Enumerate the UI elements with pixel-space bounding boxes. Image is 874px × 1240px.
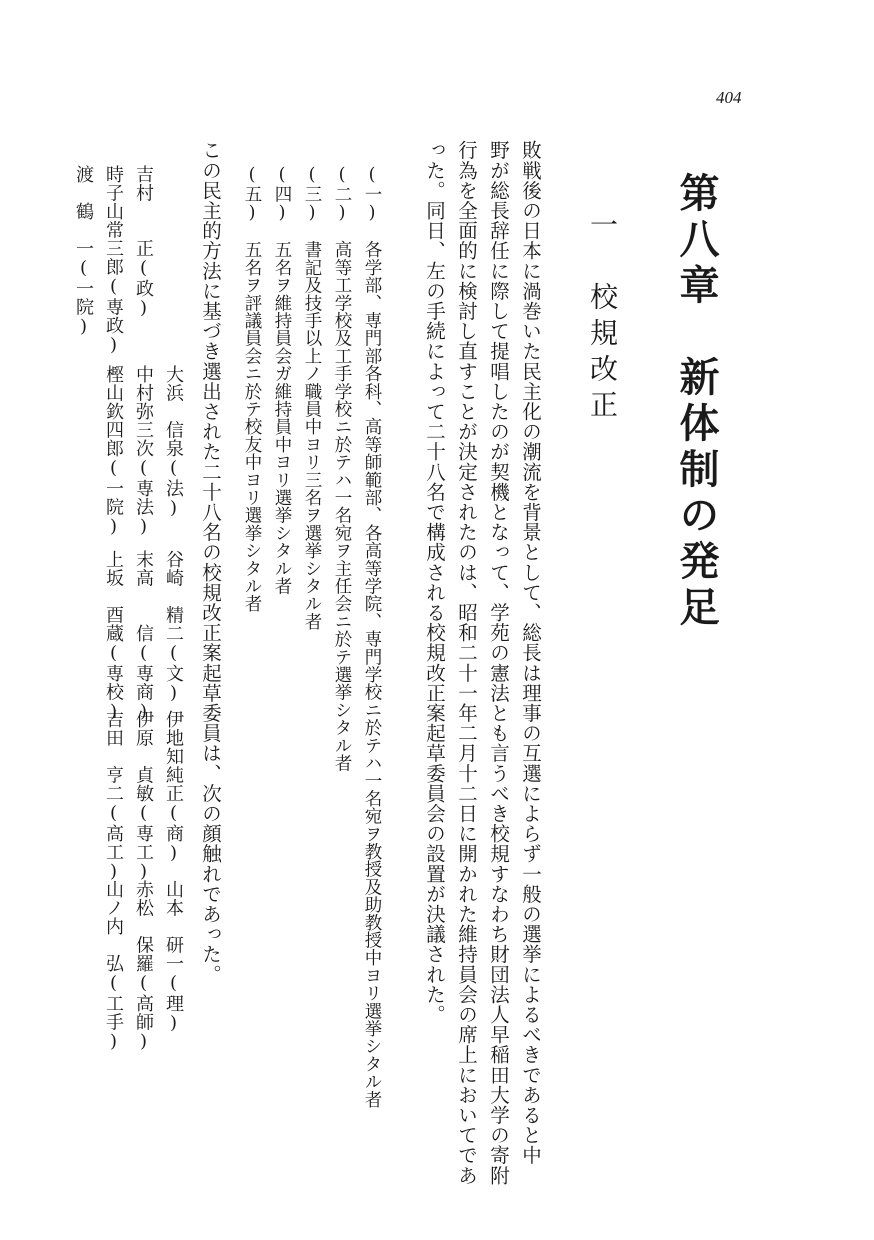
procedure-item: (五) 五名ヲ評議員会ニ於テ校友中ヨリ選挙シタル者 bbox=[242, 165, 262, 613]
member-name: 赤松 保羅(高師) bbox=[133, 880, 154, 1053]
member-name: 吉村 正(政) bbox=[133, 165, 154, 319]
paragraph-line: 敗戦後の日本に渦巻いた民主化の潮流を背景として、総長は理事の互選によらず一般の選挙によるべきであると中 bbox=[519, 140, 542, 1166]
member-name: 伊原 貞敏(専工) bbox=[133, 710, 154, 883]
member-name: 大浜 信泉(法) bbox=[163, 365, 184, 519]
member-name: 渡 鶴 一(一院) bbox=[73, 165, 94, 338]
procedure-item: (一) 各学部、専門部各科、高等師範部、各高等学院、専門学校ニ於テハ一名宛ヲ教授及助教授中ヨリ選挙シタル者 bbox=[362, 165, 382, 1109]
member-name: 吉田 亨二(高工) bbox=[103, 710, 124, 883]
summary-line: この民主的方法に基づき選出された二十八名の校規改正案起草委員は、次の顔触れであった。 bbox=[199, 140, 222, 985]
chapter-title: 第八章 新体制の発足 bbox=[673, 172, 720, 632]
procedure-item: (四) 五名ヲ維持員会ガ維持員中ヨリ選挙シタル者 bbox=[272, 165, 292, 595]
procedure-item: (二) 高等工学校及工手学校ニ於テハ一名宛ヲ主任会ニ於テ選挙シタル者 bbox=[332, 165, 352, 772]
section-title: 一 校規改正 bbox=[586, 210, 619, 426]
paragraph-line: 行為を全面的に検討し直すことが決定されたのは、昭和二十一年二月十二日に開かれた維持員会の席上においてであ bbox=[455, 140, 478, 1186]
page-number: 404 bbox=[716, 88, 742, 107]
member-name: 谷崎 精二(文) bbox=[163, 550, 184, 704]
member-name: 山ノ内 弘(工手) bbox=[103, 880, 124, 1053]
member-name: 中村弥三次(専法) bbox=[133, 365, 154, 538]
paragraph-line: 野が総長辞任に際して提唱したのが契機となって、学苑の憲法とも言うべき校規すなわち財団法人早稲田大学の寄附 bbox=[487, 140, 510, 1186]
procedure-item: (三) 書記及技手以上ノ職員中ヨリ三名ヲ選挙シタル者 bbox=[302, 165, 322, 631]
member-name: 樫山欽四郎(一院) bbox=[103, 365, 124, 538]
member-name: 末高 信(専商) bbox=[133, 550, 154, 723]
member-name: 山本 研一(理) bbox=[163, 880, 184, 1034]
member-name: 時子山常三郎(専政) bbox=[103, 165, 124, 356]
member-name: 伊地知純正(商) bbox=[163, 710, 184, 864]
member-name: 上坂 酉蔵(専校) bbox=[103, 550, 124, 723]
paragraph-line: った。同日、左の手続によって二十八名で構成される校規改正案起草委員会の設置が決議された。 bbox=[423, 140, 446, 1025]
